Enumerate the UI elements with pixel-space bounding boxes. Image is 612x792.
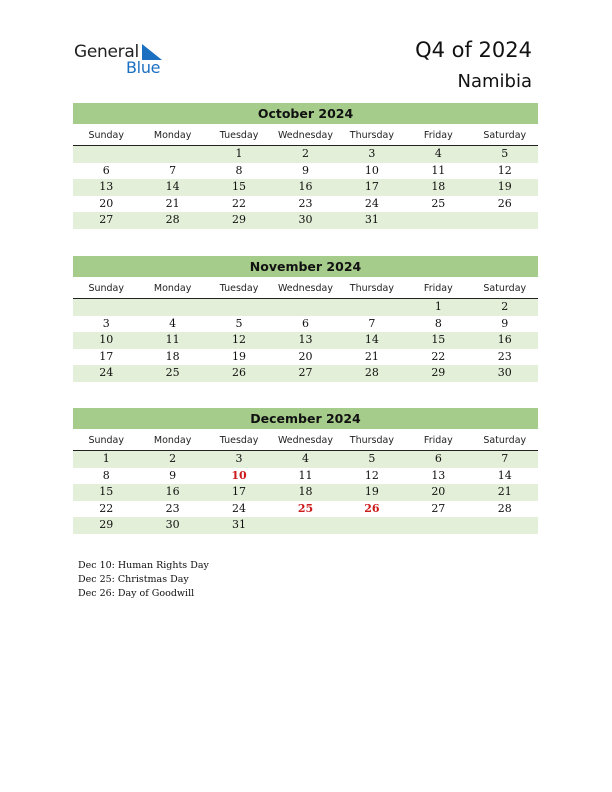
day-cell: 25 [431,196,446,210]
weekday-label: Friday [423,130,453,141]
day-cell: 11 [165,333,180,347]
day-cell: 6 [102,163,110,177]
day-cell: 15 [232,180,247,194]
day-cell: 10 [99,333,114,347]
day-cell: 19 [232,349,247,363]
week-row [73,179,538,196]
week-row [73,468,538,485]
day-cell: 24 [232,501,247,515]
page-title: Q4 of 2024 [415,38,532,62]
weekday-header-row [73,127,538,146]
day-cell: 7 [501,452,509,465]
day-cell [405,517,471,534]
weekday-header-row [73,280,538,299]
weekday-label: Sunday [88,283,124,294]
day-cell: 5 [235,316,243,330]
day-cell [73,146,139,163]
day-cell: 8 [434,316,442,330]
day-cell: 2 [301,147,309,160]
day-cell: 23 [497,349,512,363]
weekday-label: Tuesday [219,435,259,446]
day-cell [472,212,538,229]
day-cell: 18 [165,349,180,363]
day-cell: 7 [169,163,177,177]
day-cell: 24 [364,196,379,210]
week-row [73,501,538,518]
day-cell [272,299,338,316]
logo [74,42,174,78]
day-cell: 17 [99,349,114,363]
day-cell: 5 [501,147,509,160]
weekday-label: Wednesday [277,130,333,141]
day-cell: 6 [301,316,309,330]
day-cell: 16 [165,485,180,499]
day-cell: 28 [165,213,180,227]
day-cell: 11 [431,163,446,177]
weekday-label: Monday [153,283,192,294]
day-cell: 22 [99,501,114,515]
day-cell: 13 [431,468,446,482]
day-cell: 21 [497,485,512,499]
day-cell: 25 [297,501,314,515]
day-cell: 16 [298,180,313,194]
day-cell: 27 [431,501,446,515]
day-cell [405,212,471,229]
week-row [73,299,538,316]
week-row [73,349,538,366]
day-cell: 1 [102,452,110,465]
day-cell: 20 [431,485,446,499]
holiday-note: Dec 25: Christmas Day [78,573,189,585]
calendar-november [73,256,538,382]
day-cell: 4 [169,316,177,330]
week-row [73,316,538,333]
day-cell: 15 [431,333,446,347]
day-cell [139,146,205,163]
day-cell: 2 [169,452,177,465]
day-cell: 24 [99,366,114,380]
day-cell: 12 [497,163,512,177]
day-cell: 1 [235,147,243,160]
day-cell: 3 [235,452,243,465]
weekday-label: Friday [423,283,453,294]
day-cell: 6 [434,452,442,465]
day-cell: 20 [298,349,313,363]
month-header: December 2024 [73,408,538,429]
weekday-label: Sunday [88,130,124,141]
week-row [73,146,538,163]
month-header: October 2024 [73,103,538,124]
day-cell: 17 [364,180,379,194]
day-cell [139,299,205,316]
week-row [73,163,538,180]
day-cell: 12 [364,468,379,482]
week-row [73,451,538,468]
day-cell: 21 [165,196,180,210]
day-cell: 15 [99,485,114,499]
day-cell: 9 [301,163,309,177]
weekday-label: Thursday [349,130,394,141]
day-cell: 20 [99,196,114,210]
day-cell [472,517,538,534]
calendar-october [73,103,538,229]
weekday-label: Wednesday [277,435,333,446]
day-cell: 28 [364,366,379,380]
day-cell: 1 [434,300,442,313]
logo-text-blue: Blue [126,58,161,77]
day-cell [339,299,405,316]
day-cell: 26 [497,196,512,210]
day-cell: 13 [99,180,114,194]
day-cell: 29 [99,518,114,532]
day-cell: 31 [232,518,247,532]
day-cell: 27 [298,366,313,380]
weekday-label: Wednesday [277,283,333,294]
day-cell: 14 [364,333,379,347]
month-header: November 2024 [73,256,538,277]
weekday-label: Tuesday [219,130,259,141]
weekday-label: Monday [153,130,192,141]
day-cell: 10 [231,468,247,482]
day-cell: 28 [497,501,512,515]
holiday-notes [78,559,209,600]
day-cell: 16 [497,333,512,347]
day-cell: 23 [298,196,313,210]
holiday-note: Dec 10: Human Rights Day [78,560,209,571]
day-cell: 8 [102,468,110,482]
day-cell: 22 [232,196,247,210]
day-cell: 19 [364,485,379,499]
day-cell: 26 [364,501,380,515]
day-cell: 13 [298,333,313,347]
day-cell: 14 [497,468,512,482]
weekday-label: Sunday [88,435,124,446]
day-cell: 18 [431,180,446,194]
day-cell: 10 [364,163,379,177]
day-cell: 22 [431,349,446,363]
weekday-header-row [73,432,538,451]
day-cell: 30 [165,518,180,532]
weekday-label: Monday [153,435,192,446]
day-cell [272,517,338,534]
day-cell: 4 [301,452,309,465]
day-cell [73,299,139,316]
week-row [73,517,538,534]
day-cell: 4 [434,147,442,160]
day-cell: 27 [99,213,114,227]
week-row [73,212,538,229]
day-cell [206,299,272,316]
day-cell: 3 [368,147,376,160]
day-cell: 26 [232,366,247,380]
weekday-label: Thursday [349,435,394,446]
day-cell: 3 [102,316,110,330]
day-cell: 18 [298,485,313,499]
day-cell: 11 [298,468,313,482]
week-row [73,332,538,349]
day-cell: 19 [497,180,512,194]
day-cell: 7 [368,316,376,330]
day-cell: 8 [235,163,243,177]
day-cell: 23 [165,501,180,515]
day-cell: 9 [169,468,177,482]
day-cell: 14 [165,180,180,194]
day-cell: 30 [497,366,512,380]
week-row [73,196,538,213]
day-cell: 5 [368,452,376,465]
country-name: Namibia [457,71,532,92]
day-cell: 17 [232,485,247,499]
weekday-label: Friday [423,435,453,446]
weekday-label: Saturday [483,130,527,141]
day-cell: 12 [232,333,247,347]
calendar-december [73,408,538,534]
logo-text-general: General [74,42,139,62]
weekday-label: Thursday [349,283,394,294]
day-cell [339,517,405,534]
day-cell: 31 [364,213,379,227]
day-cell: 21 [364,349,379,363]
weekday-label: Saturday [483,435,527,446]
day-cell: 29 [232,213,247,227]
day-cell: 25 [165,366,180,380]
week-row [73,365,538,382]
day-cell: 9 [501,316,509,330]
weekday-label: Tuesday [219,283,259,294]
day-cell: 30 [298,213,313,227]
holiday-note: Dec 26: Day of Goodwill [78,587,195,599]
week-row [73,484,538,501]
weekday-label: Saturday [483,283,527,294]
day-cell: 2 [501,300,509,313]
day-cell: 29 [431,366,446,380]
